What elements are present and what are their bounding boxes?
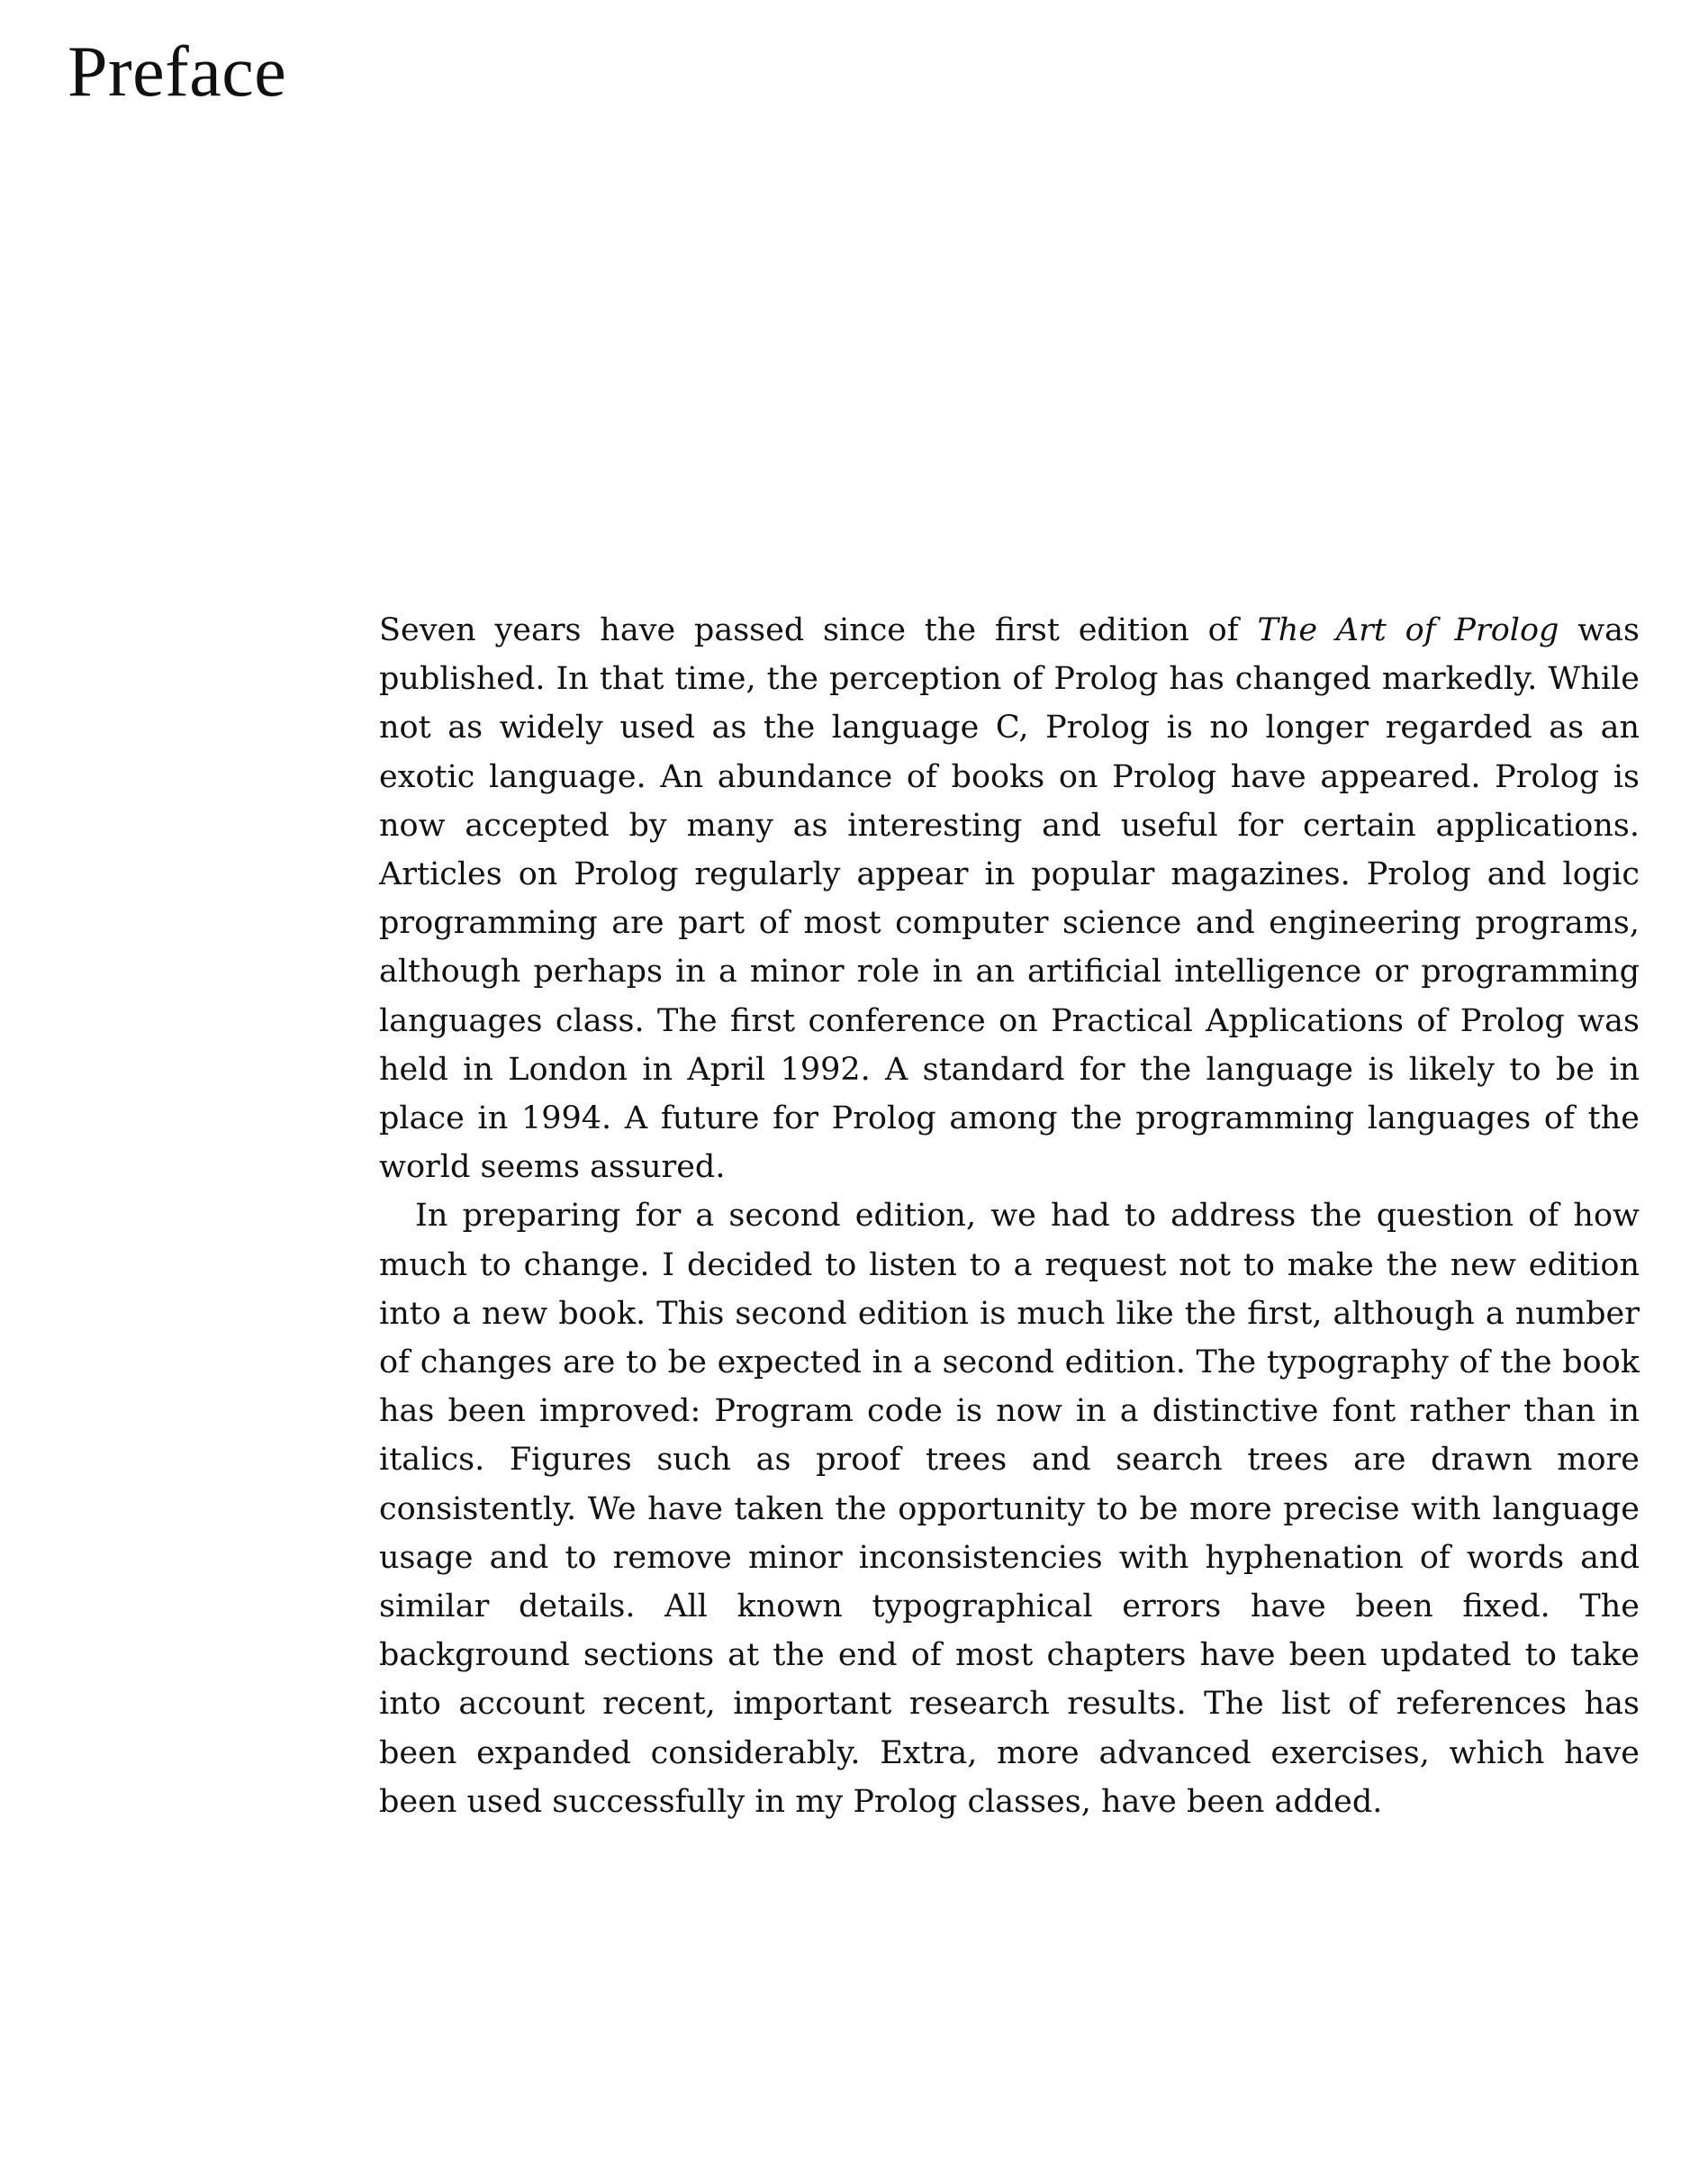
paragraph-1 [379,606,1640,1191]
paragraph-2: In preparing for a second edition, we had to address the question of how much to change. I decided to listen to a request not to make the new edition into a new book. This second edition is much like the first, although a number of changes are to be expected in a second edition. The typography of the book has been improved: Program code is now in a distinctive font rather than in italics. Figures such as proof trees and search trees are drawn more consistently. We have taken the opportunity to be more precise with language usage and to remove minor inconsistencies with hyphenation of words and similar details. All known typographical errors have been fixed. The background sections at the end of most chapters have been updated to take into account recent, important research results. The list of references has been expanded considerably. Extra, more advanced exercises, which have been used successfully in my Prolog classes, have been added. [379,1198,1640,1820]
paragraph-1-rest: was published. In that time, the perception of Prolog has changed markedly. While not as widely used as the language C, Prolog is no longer regarded as an exotic language. An abundance of books on Prolog have appeared. Prolog is now accepted by many as interesting and useful for certain applications. Articles on Prolog regularly appear in popular magazines. Prolog and logic programming are part of most computer science and engineering programs, although perhaps in a minor role in an artificial intelligence or programming languages class. The first conference on Practical Applications of Prolog was held in London in April 1992. A standard for the language is likely to be in place in 1994. A future for Prolog among the programming languages of the world seems assured. [379,612,1640,1186]
preface-body [379,606,1640,1826]
page-title: Preface [68,32,287,112]
book-title: The Art of Prolog [1257,612,1559,648]
paragraph-1-lead: Seven years have passed since the first edition of [379,612,1258,648]
